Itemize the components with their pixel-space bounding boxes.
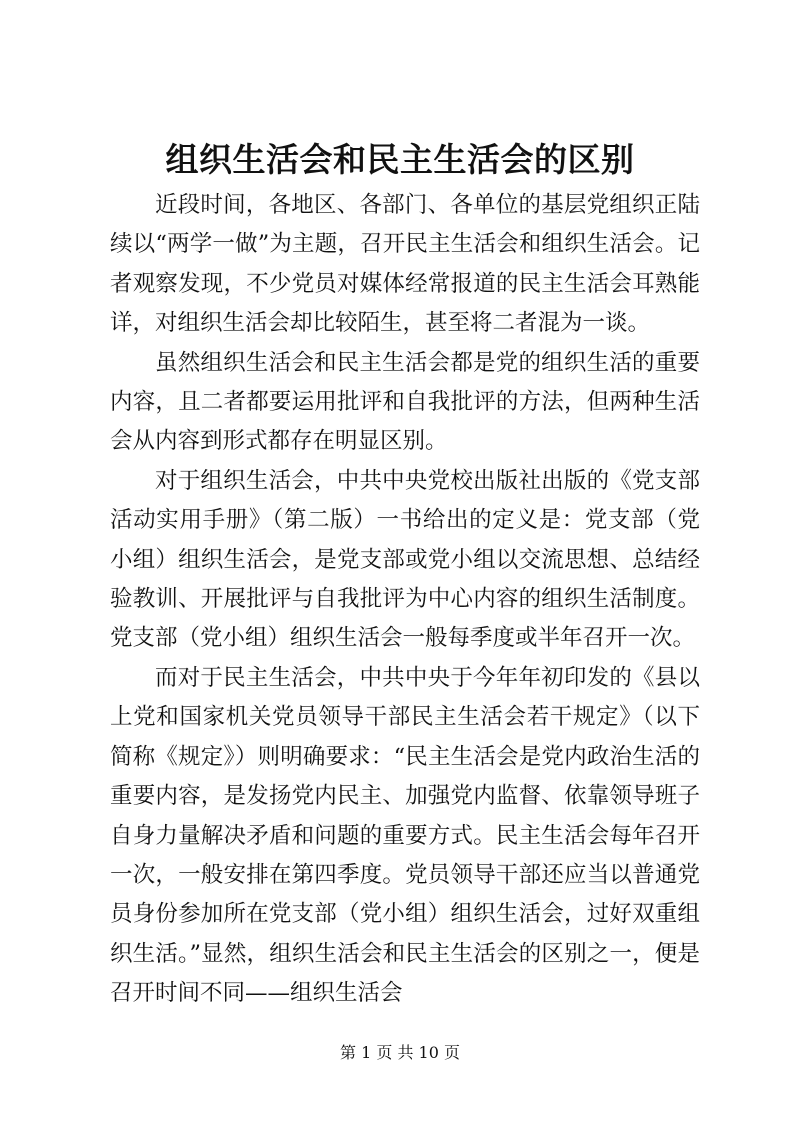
paragraph-3: 对于组织生活会，中共中央党校出版社出版的《党支部活动实用手册》（第二版）一书给出的定义是：党支部（党小组）组织生活会，是党支部或党小组以交流思想、总结经验教训、开展批评与自我批评为中心内容的组织生活制度。党支部（党小组）组织生活会一般每季度或半年召开一次。	[110, 467, 700, 652]
page-number-footer: 第 1 页 共 10 页	[340, 1043, 460, 1062]
paragraph-4: 而对于民主生活会，中共中央于今年年初印发的《县以上党和国家机关党员领导干部民主生活会若干规定》（以下简称《规定》）则明确要求：“民主生活会是党内政治生活的重要内容，是发扬党内民主、加强党内监督、依靠领导班子自身力量解决矛盾和问题的重要方式。民主生活会每年召开一次，一般安排在第四季度。党员领导干部还应当以普通党员身份参加所在党支部（党小组）组织生活会，过好双重组织生活。”显然，组织生活会和民主生活会的区别之一，便是召开时间不同——组织生活会	[110, 664, 700, 1007]
paragraph-1: 近段时间，各地区、各部门、各单位的基层党组织正陆续以“两学一做”为主题，召开民主生活会和组织生活会。记者观察发现，不少党员对媒体经常报道的民主生活会耳熟能详，对组织生活会却比较陌生，甚至将二者混为一谈。	[110, 192, 700, 337]
paragraph-2: 虽然组织生活会和民主生活会都是党的组织生活的重要内容，且二者都要运用批评和自我批评的方法，但两种生活会从内容到形式都存在明显区别。	[110, 349, 700, 455]
document-title: 组织生活会和民主生活会的区别	[165, 140, 635, 179]
document-body	[110, 186, 700, 1014]
